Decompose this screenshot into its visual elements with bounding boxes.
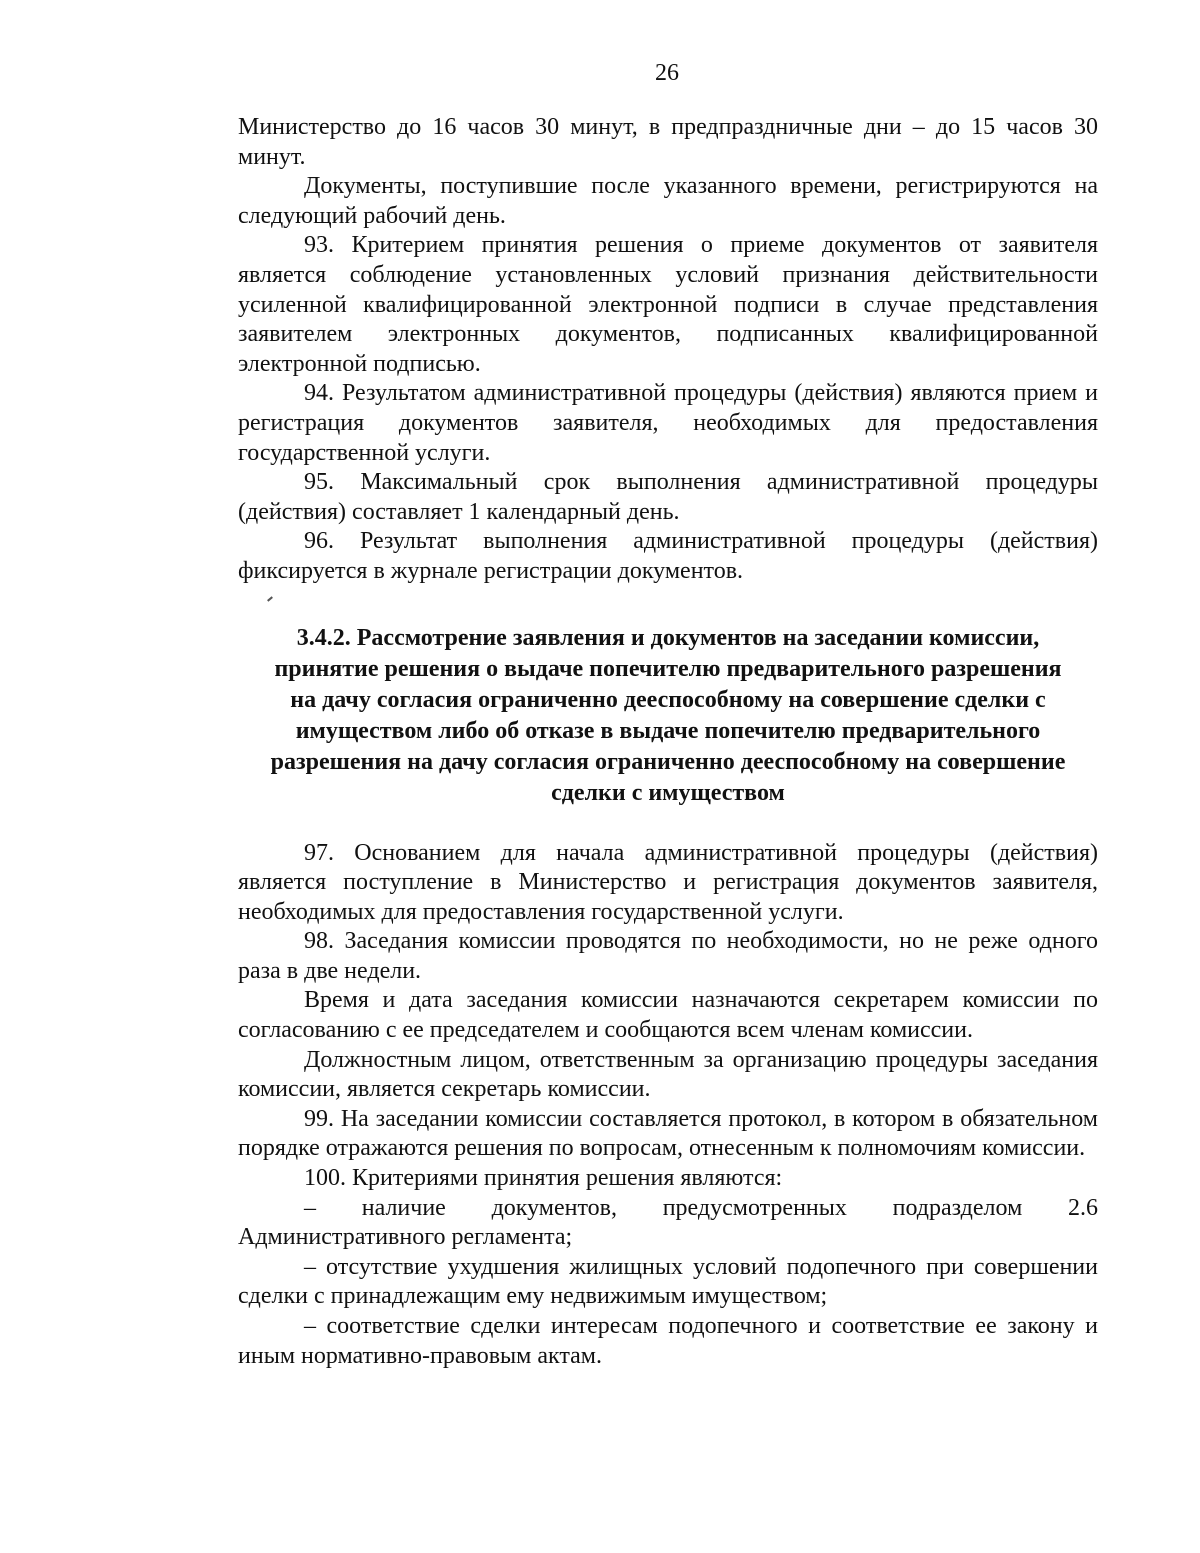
paragraph-98: 98. Заседания комиссии проводятся по необходимости, но не реже одного раза в две недели.	[238, 928, 1098, 984]
paragraph-96: 96. Результат выполнения административной процедуры (действия) фиксируется в журнале регистрации документов.	[238, 528, 1098, 584]
paragraph-95: 95. Максимальный срок выполнения административной процедуры (действия) составляет 1 календарный день.	[238, 469, 1098, 525]
paragraph-94: 94. Результатом административной процедуры (действия) являются прием и регистрация документов заявителя, необходимых для предоставления государственной услуги.	[238, 380, 1098, 466]
heading-line: имуществом либо об отказе в выдаче попечителю предварительного	[295, 717, 1041, 744]
paragraph-99: 99. На заседании комиссии составляется протокол, в котором в обязательном порядке отражаются решения по вопросам, отнесенным к полномочиям комиссии.	[238, 1105, 1098, 1162]
criteria-list-item: – наличие документов, предусмотренных подразделом 2.6 Административного регламента;	[238, 1194, 1098, 1251]
page-number: 26	[655, 60, 679, 86]
heading-line: разрешения на дачу согласия ограниченно дееспособному на совершение	[270, 748, 1066, 775]
paragraph: Должностным лицом, ответственным за организацию процедуры заседания комиссии, является секретарь комиссии.	[238, 1046, 1098, 1103]
paragraph: Министерство до 16 часов 30 минут, в предпраздничные дни – до 15 часов 30 минут.	[238, 114, 1098, 170]
heading-line: на дачу согласия ограниченно дееспособному на совершение сделки с	[290, 686, 1046, 713]
criteria-list-item: – соответствие сделки интересам подопечного и соответствие ее закону и иным нормативно-правовым актам.	[238, 1313, 1098, 1369]
paragraph-100: 100. Критериями принятия решения являются:	[304, 1165, 783, 1192]
criteria-list-item: – отсутствие ухудшения жилищных условий подопечного при совершении сделки с принадлежащим ему недвижимым имуществом;	[238, 1253, 1098, 1310]
paragraph: Документы, поступившие после указанного времени, регистрируются на следующий рабочий день.	[238, 173, 1098, 229]
heading-line: принятие решения о выдаче попечителю предварительного разрешения	[274, 655, 1062, 682]
heading-line: 3.4.2. Рассмотрение заявления и документов на заседании комиссии,	[296, 624, 1040, 651]
section-heading	[238, 623, 1098, 809]
paragraph-97: 97. Основанием для начала административной процедуры (действия) является поступление в Министерство и регистрация документов заявителя, необходимых для предоставления государственной услуги.	[238, 839, 1098, 925]
paragraph: Время и дата заседания комиссии назначаются секретарем комиссии по согласованию с ее председателем и сообщаются всем членам комиссии.	[238, 987, 1098, 1044]
document-body	[238, 113, 1098, 1371]
paragraph-93: 93. Критерием принятия решения о приеме документов от заявителя является соблюдение установленных условий признания действительности усиленной квалифицированной электронной подписи в случае представления заявителем электронных документов, подписанных квалифицированной электронной подписью.	[238, 232, 1098, 377]
heading-line: сделки с имуществом	[551, 779, 785, 806]
